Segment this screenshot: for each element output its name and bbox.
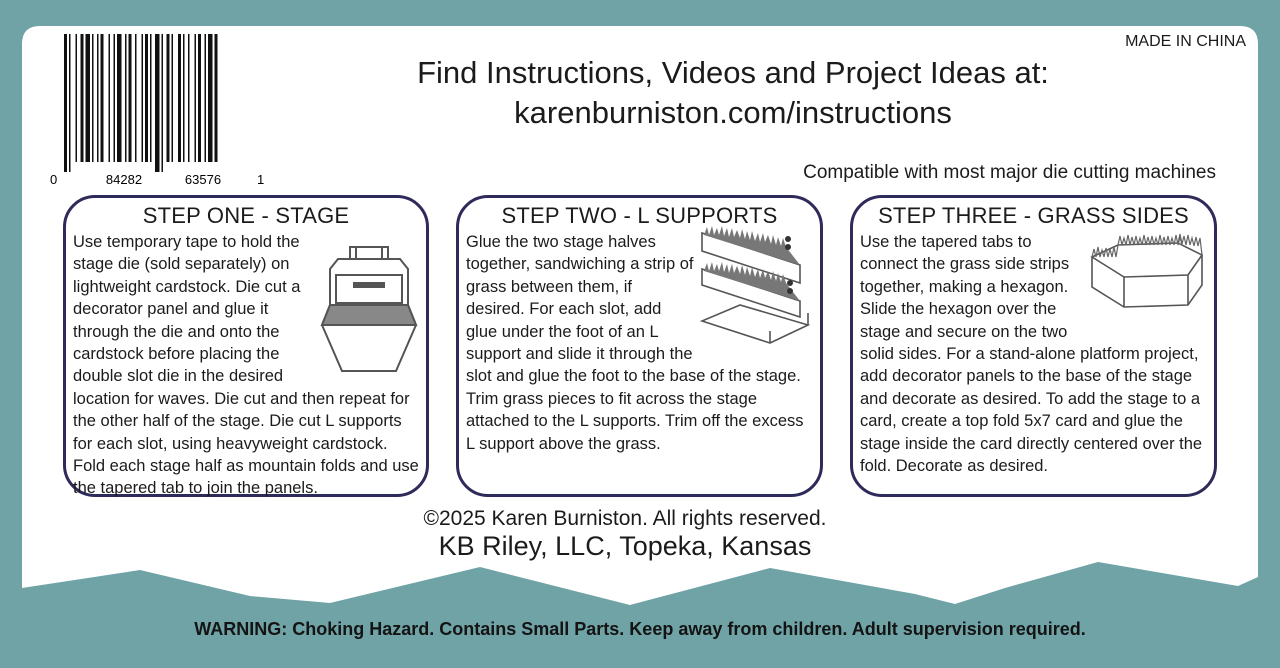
barcode-digits-right: 63576 — [184, 172, 222, 187]
step-two-box — [456, 195, 823, 497]
step-one-body — [73, 231, 420, 500]
copyright-notice: ©2025 Karen Burniston. All rights reserved. — [423, 507, 827, 530]
barcode-digit-check: 1 — [257, 172, 265, 187]
l-support-grass-diagram-icon — [700, 225, 812, 347]
barcode-bars — [64, 34, 218, 172]
grass-hexagon-diagram-icon — [1088, 227, 1206, 323]
step-one-title: STEP ONE - STAGE — [142, 203, 350, 228]
step-one-box — [63, 195, 429, 497]
stage-half-diagram-icon — [320, 245, 418, 375]
barcode-digits-left: 84282 — [105, 172, 143, 187]
barcode-digit-lead: 0 — [50, 172, 58, 187]
step-two-title: STEP TWO - L SUPPORTS — [501, 203, 778, 228]
instructions-url[interactable]: karenburniston.com/instructions — [514, 95, 952, 130]
instructions-heading: Find Instructions, Videos and Project Ideas at: — [417, 55, 1049, 90]
step-three-box — [850, 195, 1217, 497]
step-three-title: STEP THREE - GRASS SIDES — [878, 203, 1189, 228]
company-address: KB Riley, LLC, Topeka, Kansas — [438, 531, 812, 561]
step-three-text: Use the tapered tabs to connect the grass side strips together, making a hexagon. Slide the hexagon over the stage and secure on the two solid sides. For a stand-alone platform project, add decorator panels to the base of the stage and decorate as desired. To add the stage to a card, create a top fold 5x7 card and glue the stage inside the card directly centered over the fold. Decorate as desired. — [860, 233, 1203, 476]
step-two-body — [466, 231, 814, 455]
step-two-text: Glue the two stage halves together, sandwiching a strip of grass between them, if desired. For each slot, add glue under the foot of an L support and slide it through the slot and glue the foot to the base of the stage. Trim grass pieces to fit across the stage attached to the L supports. Trim off the excess L support above the grass. — [466, 233, 804, 453]
step-three-body — [860, 231, 1208, 477]
step-one-text: Use temporary tape to hold the stage die (sold separately) on lightweight cardstock. Die cut a decorator panel and glue it through the die and onto the cardstock before placing the double slot die in the desired location for waves. Die cut and then repeat for the other half of the stage. Die cut L supports for each slot, using heavyweight cardstock. Fold each stage half as mountain folds and use the tapered tab to join the panels. — [73, 233, 419, 498]
made-in-label: MADE IN CHINA — [1125, 33, 1246, 50]
choking-hazard-warning: WARNING: Choking Hazard. Contains Small Parts. Keep away from children. Adult supervision required. — [194, 619, 1086, 639]
compatibility-note: Compatible with most major die cutting machines — [803, 162, 1216, 183]
barcode — [44, 32, 274, 192]
